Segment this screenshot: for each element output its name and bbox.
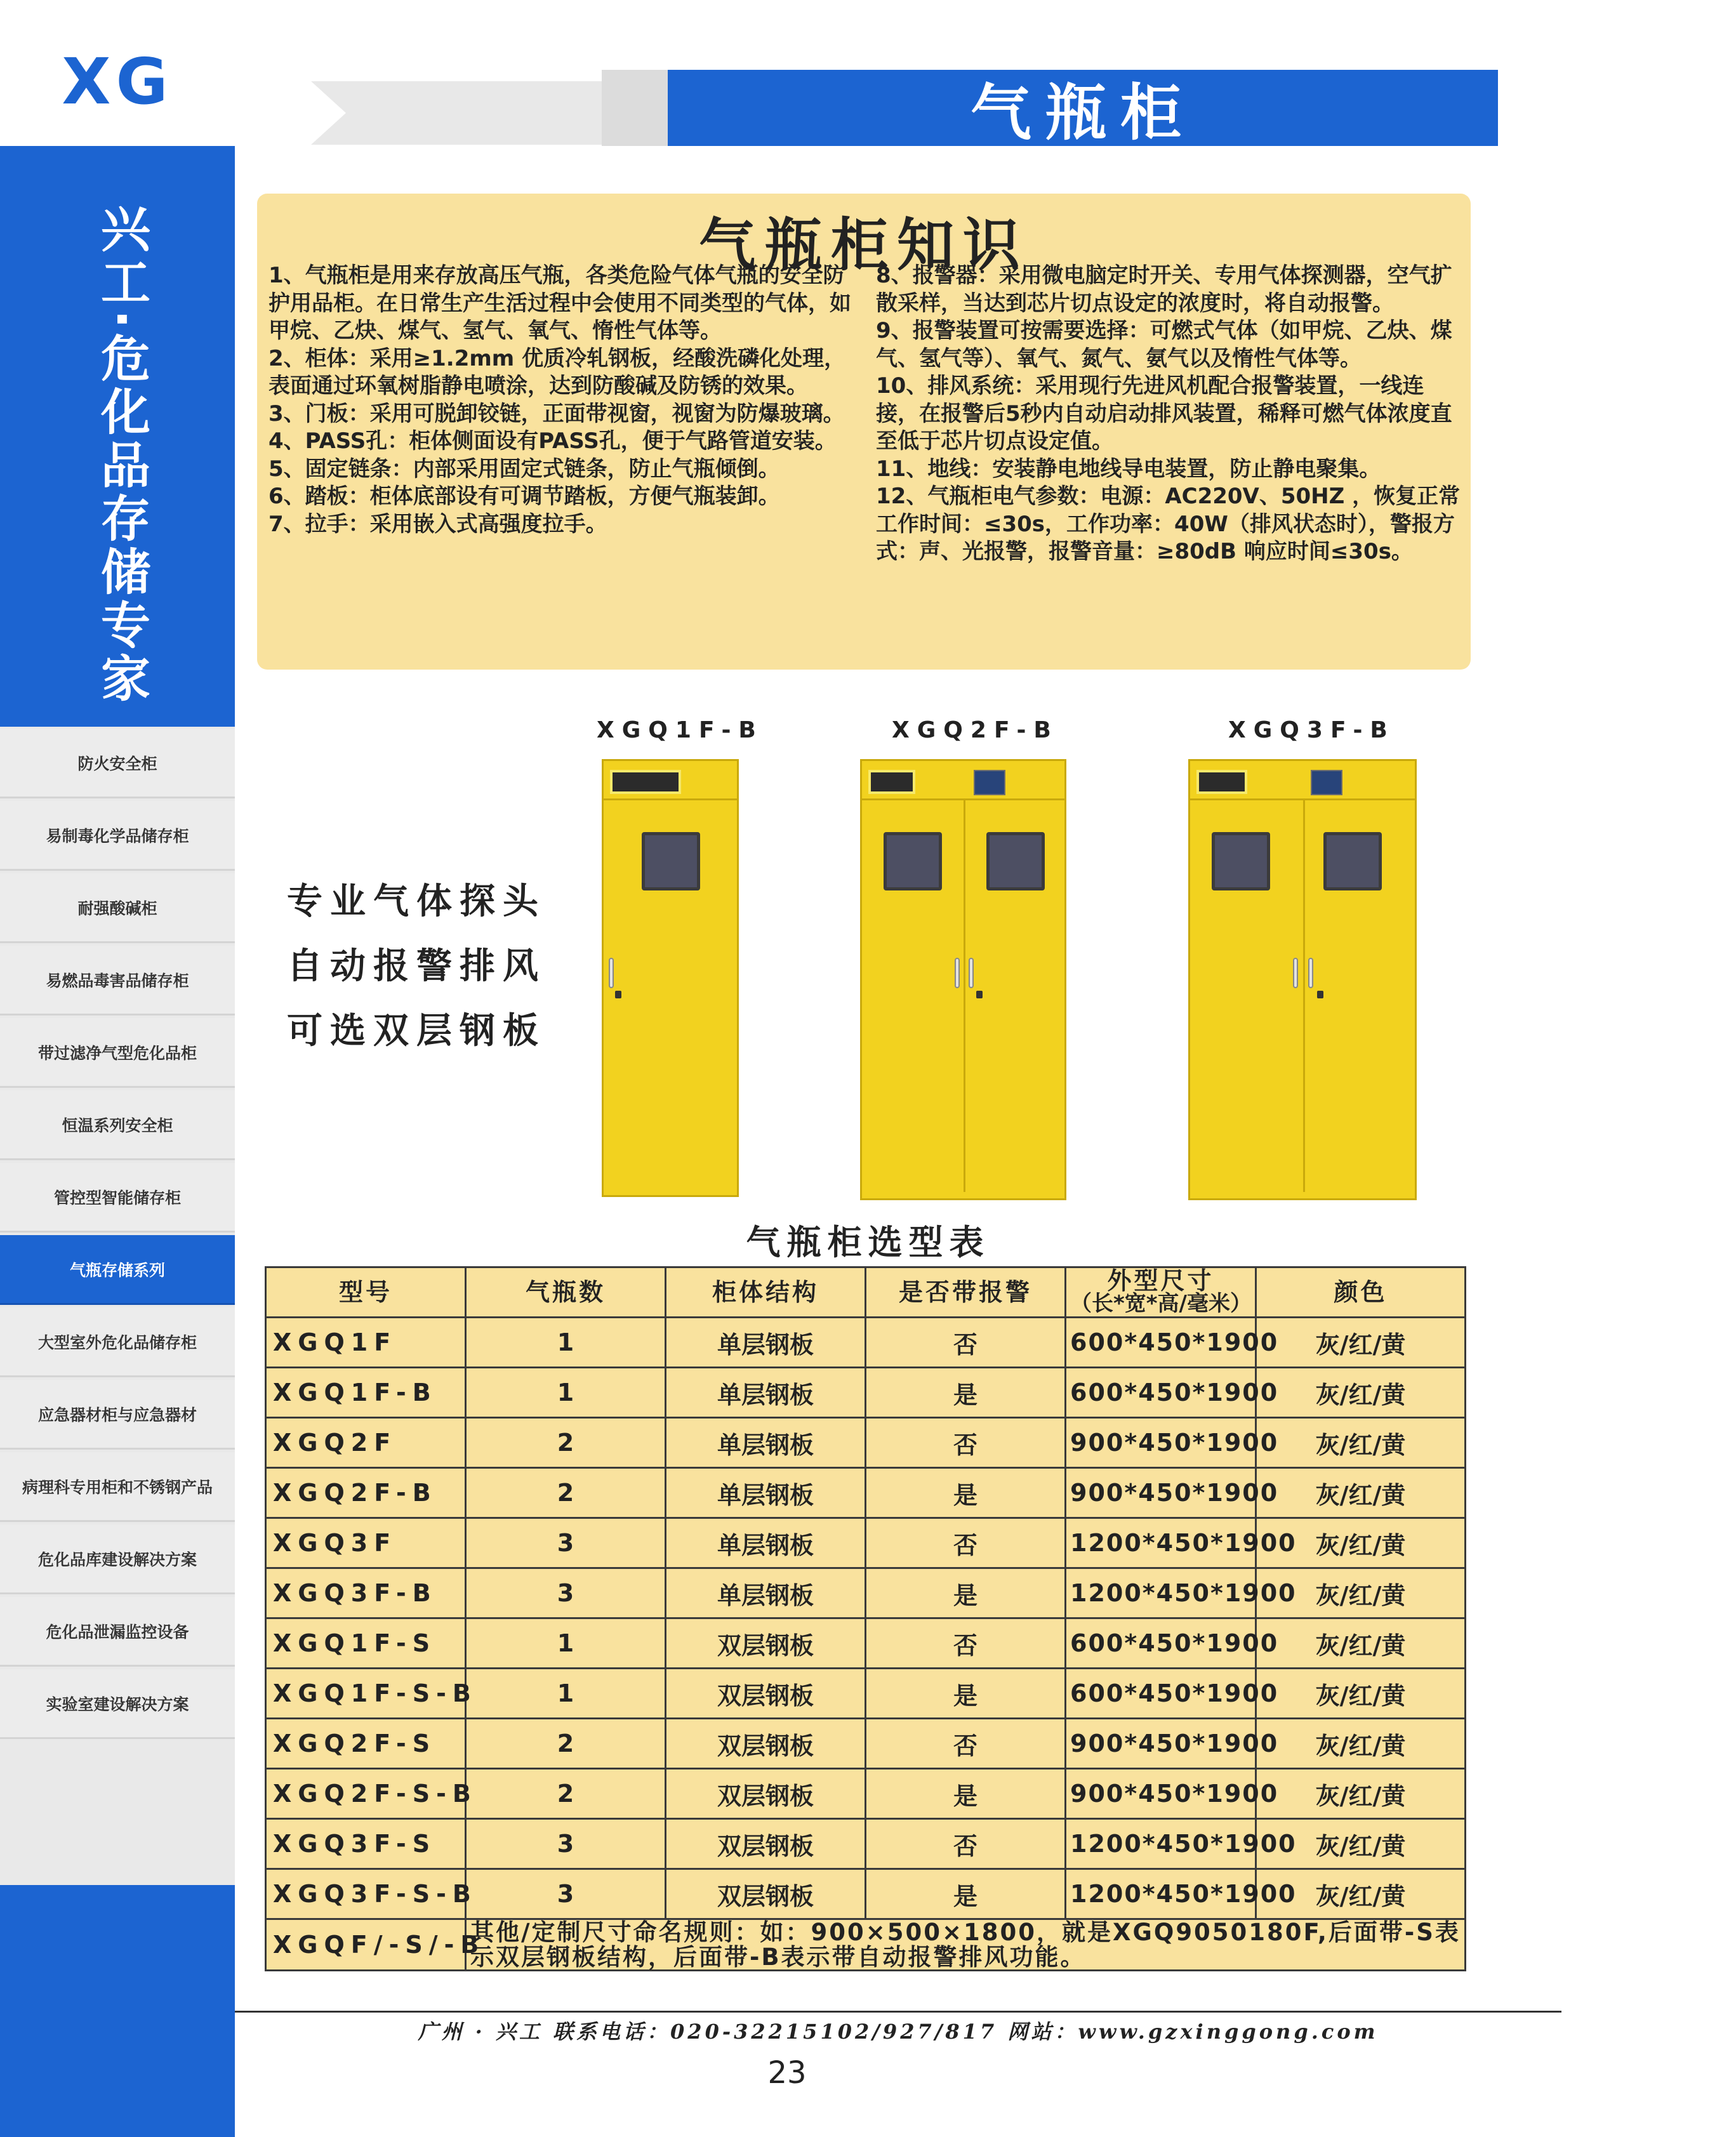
cabinet-top-panel	[862, 761, 1064, 800]
cell-alarm: 否	[866, 1418, 1066, 1468]
cell-model: XGQ1F-B	[266, 1368, 466, 1418]
cabinet-door-split	[964, 800, 965, 1192]
cell-model: XGQ3F-S-B	[266, 1869, 466, 1919]
cell-model: XGQ1F-S	[266, 1618, 466, 1669]
knowledge-left-column	[268, 262, 859, 538]
knowledge-item: 10、排风系统：采用现行先进风机配合报警装置，一线连接，在报警后5秒内自动启动排风装置，稀释可燃气体浓度直至低于芯片切点设定值。	[876, 373, 1452, 454]
cell-structure: 双层钢板	[666, 1869, 866, 1919]
sidebar-item-active[interactable]: 气瓶存储系列	[0, 1235, 235, 1305]
logo-area	[0, 0, 235, 146]
cell-structure: 单层钢板	[666, 1418, 866, 1468]
page-title: 气瓶柜	[668, 70, 1498, 146]
table-note-row	[266, 1919, 1466, 1971]
column-header: 型号	[266, 1267, 466, 1318]
sidebar-item[interactable]: 危化品库建设解决方案	[0, 1525, 235, 1594]
table-row	[266, 1418, 1466, 1468]
cell-dimensions: 900*450*1900	[1066, 1418, 1256, 1468]
sidebar-item[interactable]: 恒温系列安全柜	[0, 1090, 235, 1160]
cell-alarm: 否	[866, 1518, 1066, 1568]
warning-label-icon	[610, 770, 681, 794]
cell-alarm: 否	[866, 1618, 1066, 1669]
cabinet-window	[884, 832, 942, 890]
footer-contact: 广州 · 兴工 联系电话：020-32215102/927/817 网站：www.gzxinggong.com	[418, 2020, 1379, 2044]
cell-model: XGQ3F	[266, 1518, 466, 1568]
cell-color: 灰/红/黄	[1256, 1368, 1466, 1418]
cell-cylinder-count: 1	[466, 1618, 666, 1669]
table-body	[266, 1318, 1466, 1971]
cell-dimensions: 600*450*1900	[1066, 1669, 1256, 1719]
cabinet-handle	[955, 958, 960, 988]
page-number: 23	[767, 2055, 807, 2091]
cell-color: 灰/红/黄	[1256, 1819, 1466, 1869]
sidebar-item[interactable]: 大型室外危化品储存柜	[0, 1307, 235, 1377]
cabinet-window	[1323, 832, 1382, 890]
gas-cylinder-cabinet-image	[1188, 759, 1417, 1200]
column-header: 外型尺寸	[1107, 1267, 1214, 1295]
cell-color: 灰/红/黄	[1256, 1418, 1466, 1468]
feature-item: 专业气体探头	[287, 881, 546, 922]
cell-color: 灰/红/黄	[1256, 1318, 1466, 1368]
cell-alarm: 否	[866, 1318, 1066, 1368]
sidebar-item[interactable]: 防火安全柜	[0, 729, 235, 798]
logo: XG	[62, 44, 173, 119]
gas-cylinder-cabinet-image	[860, 759, 1066, 1200]
table-row	[266, 1568, 1466, 1618]
cell-alarm: 是	[866, 1468, 1066, 1518]
sidebar-item[interactable]: 应急器材柜与应急器材	[0, 1380, 235, 1450]
cell-structure: 双层钢板	[666, 1719, 866, 1769]
cabinet-window	[1212, 832, 1270, 890]
cell-color: 灰/红/黄	[1256, 1869, 1466, 1919]
cell-model: XGQ2F-S-B	[266, 1769, 466, 1819]
naming-rule-note: 其他/定制尺寸命名规则：如：900×500×1800，就是XGQ9050180F,后面带-S表示双层钢板结构，后面带-B表示带自动报警排风功能。	[466, 1919, 1466, 1971]
warning-label-icon	[868, 770, 915, 794]
table-row	[266, 1318, 1466, 1368]
product-model-label: XGQ1F-B	[597, 717, 764, 743]
cell-cylinder-count: 1	[466, 1318, 666, 1368]
cell-model: XGQ2F-S	[266, 1719, 466, 1769]
knowledge-item: 11、地线：安装静电地线导电装置，防止静电聚集。	[876, 456, 1381, 482]
cell-model: XGQ1F-S-B	[266, 1669, 466, 1719]
cell-cylinder-count: 3	[466, 1819, 666, 1869]
knowledge-right-column	[876, 262, 1466, 566]
feature-item: 自动报警排风	[287, 946, 546, 987]
knowledge-item: 7、拉手：采用嵌入式高强度拉手。	[268, 511, 607, 537]
column-header: 气瓶数	[466, 1267, 666, 1318]
cell-dimensions: 900*450*1900	[1066, 1719, 1256, 1769]
cell-alarm: 是	[866, 1568, 1066, 1618]
cell-dimensions: 1200*450*1900	[1066, 1518, 1256, 1568]
product-model-label: XGQ3F-B	[1228, 717, 1395, 743]
alarm-panel-icon	[1311, 770, 1342, 795]
cabinet-door-split	[1303, 800, 1305, 1192]
cell-structure: 双层钢板	[666, 1669, 866, 1719]
cell-model: XGQ1F	[266, 1318, 466, 1368]
knowledge-item: 6、踏板：柜体底部设有可调节踏板，方便气瓶装卸。	[268, 484, 780, 509]
feature-list	[287, 870, 546, 1064]
cell-cylinder-count: 3	[466, 1518, 666, 1568]
table-row	[266, 1669, 1466, 1719]
column-header: 颜色	[1256, 1267, 1466, 1318]
cell-structure: 单层钢板	[666, 1318, 866, 1368]
cell-dimensions: 1200*450*1900	[1066, 1568, 1256, 1618]
cell-dimensions: 600*450*1900	[1066, 1318, 1256, 1368]
slogan: 兴工·危化品存储专家	[93, 203, 150, 706]
cell-cylinder-count: 1	[466, 1669, 666, 1719]
table-row	[266, 1518, 1466, 1568]
alarm-panel-icon	[974, 770, 1005, 795]
sidebar	[0, 0, 235, 2137]
sidebar-item[interactable]: 带过滤净气型危化品柜	[0, 1018, 235, 1088]
column-header-sub: （长*宽*高/毫米）	[1070, 1291, 1252, 1316]
sidebar-item[interactable]: 危化品泄漏监控设备	[0, 1597, 235, 1667]
cabinet-handle	[1293, 958, 1298, 988]
knowledge-item: 1、气瓶柜是用来存放高压气瓶，各类危险气体气瓶的安全防护用品柜。在日常生产生活过程中会使用不同类型的气体，如甲烷、乙炔、煤气、氢气、氧气、惰性气体等。	[268, 263, 851, 343]
knowledge-item: 8、报警器：采用微电脑定时开关、专用气体探测器，空气扩散采样，当达到芯片切点设定的浓度时，将自动报警。	[876, 263, 1452, 316]
cell-color: 灰/红/黄	[1256, 1618, 1466, 1669]
sidebar-item[interactable]: 耐强酸碱柜	[0, 873, 235, 943]
knowledge-item: 12、气瓶柜电气参数：电源：AC220V、50HZ ，恢复正常工作时间：≤30s，工作功率：40W（排风状态时），警报方式：声、光报警，报警音量：≥80dB 响应时间≤30s。	[876, 484, 1461, 564]
knowledge-title: 气瓶柜知识	[699, 212, 1029, 279]
cell-dimensions: 600*450*1900	[1066, 1618, 1256, 1669]
cell-model: XGQ2F-B	[266, 1468, 466, 1518]
cabinet-lock-icon	[1317, 991, 1323, 998]
cabinet-lock-icon	[615, 991, 621, 998]
knowledge-item: 3、门板：采用可脱卸铰链，正面带视窗，视窗为防爆玻璃。	[268, 400, 845, 427]
column-header-dimensions	[1066, 1267, 1256, 1318]
cell-alarm: 是	[866, 1869, 1066, 1919]
cell-structure: 双层钢板	[666, 1618, 866, 1669]
sidebar-item[interactable]: 易制毒化学品储存柜	[0, 801, 235, 871]
cell-dimensions: 1200*450*1900	[1066, 1869, 1256, 1919]
sidebar-item[interactable]: 病理科专用柜和不锈钢产品	[0, 1452, 235, 1522]
table-row	[266, 1769, 1466, 1819]
cell-color: 灰/红/黄	[1256, 1518, 1466, 1568]
cell-alarm: 是	[866, 1769, 1066, 1819]
cell-model: XGQ3F-S	[266, 1819, 466, 1869]
header-arrow-decoration	[311, 81, 603, 145]
cell-color: 灰/红/黄	[1256, 1769, 1466, 1819]
cell-alarm: 是	[866, 1669, 1066, 1719]
sidebar-item[interactable]: 管控型智能储存柜	[0, 1163, 235, 1233]
table-row	[266, 1468, 1466, 1518]
cell-model: XGQ3F-B	[266, 1568, 466, 1618]
knowledge-item: 9、报警装置可按需要选择：可燃式气体（如甲烷、乙炔、煤气、氢气等）、氧气、氮气、氨气以及惰性气体等。	[876, 318, 1452, 371]
cabinet-handle	[969, 958, 974, 988]
selection-table	[265, 1266, 1466, 1971]
cell-structure: 单层钢板	[666, 1568, 866, 1618]
table-row	[266, 1819, 1466, 1869]
cell-alarm: 是	[866, 1368, 1066, 1418]
cell-color: 灰/红/黄	[1256, 1468, 1466, 1518]
cell-dimensions: 600*450*1900	[1066, 1368, 1256, 1418]
cell-model: XGQF/-S/-B	[266, 1919, 466, 1971]
header-gray-block	[602, 70, 672, 146]
cell-cylinder-count: 3	[466, 1568, 666, 1618]
cell-color: 灰/红/黄	[1256, 1719, 1466, 1769]
cell-cylinder-count: 2	[466, 1468, 666, 1518]
cell-dimensions: 900*450*1900	[1066, 1769, 1256, 1819]
column-header: 是否带报警	[866, 1267, 1066, 1318]
knowledge-item: 4、PASS孔：柜体侧面设有PASS孔，便于气路管道安装。	[268, 428, 837, 454]
knowledge-item: 5、固定链条：内部采用固定式链条，防止气瓶倾倒。	[268, 456, 780, 482]
sidebar-item[interactable]: 易燃品毒害品储存柜	[0, 946, 235, 1016]
cell-cylinder-count: 2	[466, 1769, 666, 1819]
cell-model: XGQ2F	[266, 1418, 466, 1468]
table-header-row	[266, 1267, 1466, 1318]
knowledge-panel	[257, 194, 1471, 670]
table-row	[266, 1719, 1466, 1769]
table-row	[266, 1869, 1466, 1919]
cell-structure: 单层钢板	[666, 1468, 866, 1518]
cell-cylinder-count: 1	[466, 1368, 666, 1418]
table-row	[266, 1618, 1466, 1669]
cell-cylinder-count: 3	[466, 1869, 666, 1919]
cabinet-window	[642, 832, 700, 890]
product-model-label: XGQ2F-B	[892, 717, 1059, 743]
cell-color: 灰/红/黄	[1256, 1669, 1466, 1719]
cell-dimensions: 900*450*1900	[1066, 1468, 1256, 1518]
cell-alarm: 否	[866, 1719, 1066, 1769]
cell-cylinder-count: 2	[466, 1719, 666, 1769]
cabinet-handle	[1308, 958, 1313, 988]
cell-structure: 双层钢板	[666, 1819, 866, 1869]
cabinet-top-panel	[1190, 761, 1415, 800]
cell-color: 灰/红/黄	[1256, 1568, 1466, 1618]
knowledge-item: 2、柜体：采用≥1.2mm 优质冷轧钢板，经酸洗磷化处理，表面通过环氧树脂静电喷涂，达到防酸碱及防锈的效果。	[268, 345, 846, 399]
sidebar-item[interactable]: 实验室建设解决方案	[0, 1669, 235, 1739]
cell-structure: 单层钢板	[666, 1518, 866, 1568]
feature-item: 可选双层钢板	[287, 1010, 546, 1052]
gas-cylinder-cabinet-image	[602, 759, 739, 1197]
table-row	[266, 1368, 1466, 1418]
footer-divider	[235, 2011, 1561, 2013]
warning-label-icon	[1196, 770, 1247, 794]
cell-alarm: 否	[866, 1819, 1066, 1869]
cabinet-handle	[609, 958, 614, 988]
column-header: 柜体结构	[666, 1267, 866, 1318]
cell-structure: 双层钢板	[666, 1769, 866, 1819]
cabinet-window	[986, 832, 1045, 890]
cabinet-top-panel	[604, 761, 737, 800]
cabinet-lock-icon	[976, 991, 983, 998]
cell-cylinder-count: 2	[466, 1418, 666, 1468]
cell-structure: 单层钢板	[666, 1368, 866, 1418]
table-title: 气瓶柜选型表	[746, 1222, 990, 1262]
sidebar-bottom-band	[0, 1885, 235, 2137]
cell-dimensions: 1200*450*1900	[1066, 1819, 1256, 1869]
